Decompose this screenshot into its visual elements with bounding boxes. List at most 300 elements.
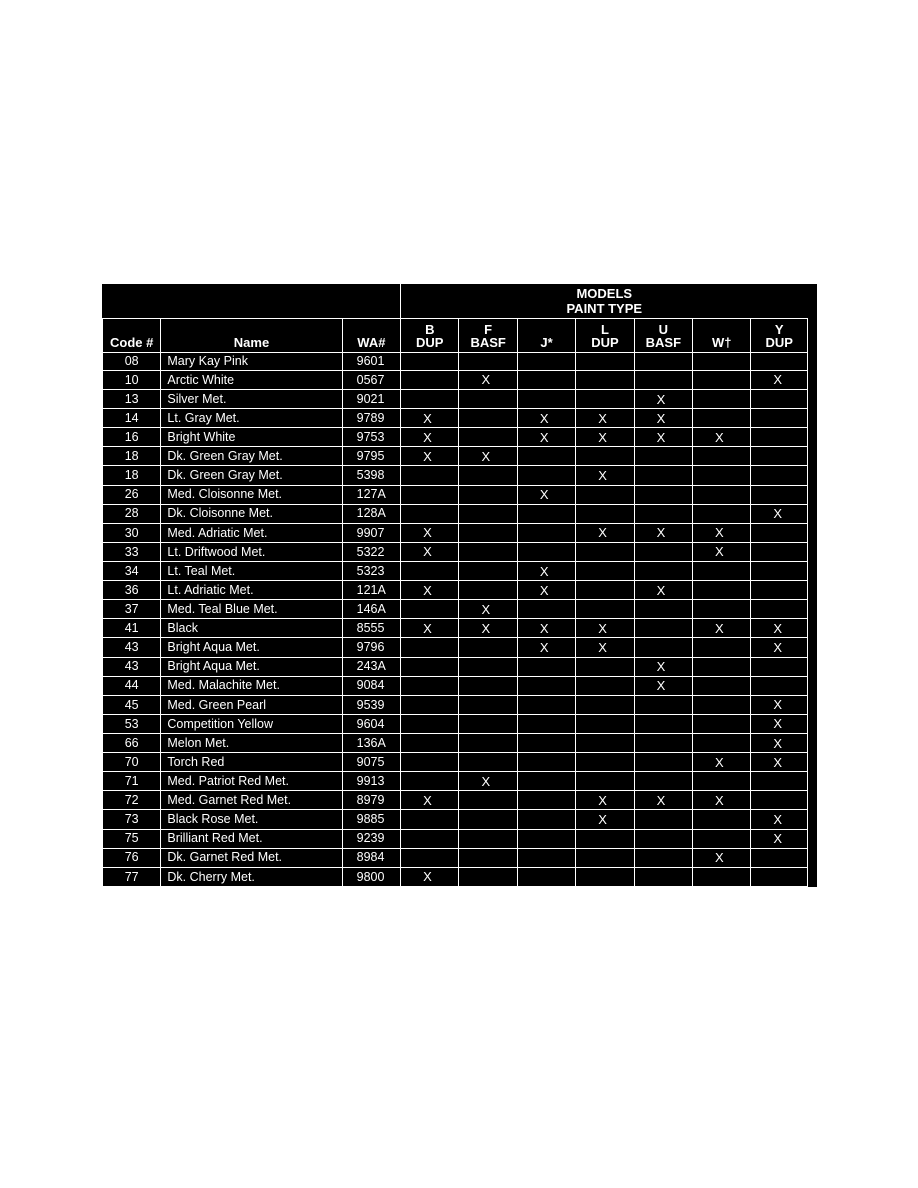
header-blank-cell	[103, 284, 401, 318]
model-mark-cell	[517, 714, 575, 733]
table-row	[103, 447, 808, 466]
model-mark-cell	[401, 753, 459, 772]
model-mark-cell: X	[634, 657, 692, 676]
model-mark-cell: X	[751, 638, 808, 657]
wa-cell: 5323	[342, 562, 400, 581]
model-mark-cell	[634, 753, 692, 772]
model-mark-cell	[459, 409, 517, 428]
code-cell: 73	[103, 810, 161, 829]
name-cell: Bright Aqua Met.	[161, 657, 342, 676]
name-cell: Dk. Cloisonne Met.	[161, 504, 342, 523]
model-mark-cell	[634, 734, 692, 753]
name-column-header: Name	[161, 318, 342, 352]
model-mark-cell: X	[459, 772, 517, 791]
model-mark-cell	[576, 370, 634, 389]
wa-cell: 146A	[342, 600, 400, 619]
model-mark-cell	[634, 638, 692, 657]
model-mark-cell	[459, 352, 517, 370]
model-mark-cell	[751, 390, 808, 409]
model-mark-cell: X	[576, 810, 634, 829]
name-cell: Med. Green Pearl	[161, 695, 342, 714]
model-mark-cell	[576, 600, 634, 619]
model-mark-cell	[517, 810, 575, 829]
model-mark-cell: X	[401, 428, 459, 447]
model-mark-cell	[751, 523, 808, 542]
model-mark-cell	[693, 504, 751, 523]
table-row	[103, 714, 808, 733]
model-mark-cell	[517, 848, 575, 867]
table-row	[103, 657, 808, 676]
model-mark-cell	[576, 753, 634, 772]
code-cell: 33	[103, 542, 161, 561]
model-mark-cell	[401, 504, 459, 523]
model-mark-cell	[576, 867, 634, 886]
model-mark-cell	[576, 676, 634, 695]
model-mark-cell	[517, 791, 575, 810]
model-mark-cell	[634, 466, 692, 485]
wa-cell: 136A	[342, 734, 400, 753]
model-column-header: L DUP	[576, 318, 634, 352]
code-column-header: Code #	[103, 318, 161, 352]
name-cell: Black Rose Met.	[161, 810, 342, 829]
wa-cell: 9601	[342, 352, 400, 370]
model-mark-cell	[634, 600, 692, 619]
model-mark-cell	[693, 657, 751, 676]
model-mark-cell	[459, 734, 517, 753]
model-mark-cell	[693, 772, 751, 791]
wa-cell: 9795	[342, 447, 400, 466]
model-mark-cell	[751, 485, 808, 504]
code-cell: 10	[103, 370, 161, 389]
table-row	[103, 581, 808, 600]
model-mark-cell: X	[751, 810, 808, 829]
model-mark-cell	[693, 600, 751, 619]
name-cell: Dk. Green Gray Met.	[161, 447, 342, 466]
model-column-header: W†	[693, 318, 751, 352]
model-mark-cell	[459, 676, 517, 695]
model-mark-cell	[751, 600, 808, 619]
paint-type-label: PAINT TYPE	[566, 300, 643, 316]
code-cell: 77	[103, 867, 161, 886]
model-mark-cell: X	[751, 734, 808, 753]
table-row	[103, 542, 808, 561]
name-cell: Med. Adriatic Met.	[161, 523, 342, 542]
model-mark-cell	[576, 695, 634, 714]
code-cell: 66	[103, 734, 161, 753]
model-column-header: B DUP	[401, 318, 459, 352]
name-cell: Lt. Driftwood Met.	[161, 542, 342, 561]
table-row	[103, 695, 808, 714]
table-row	[103, 619, 808, 638]
model-mark-cell: X	[459, 600, 517, 619]
model-mark-cell	[517, 370, 575, 389]
model-mark-cell	[693, 638, 751, 657]
model-mark-cell: X	[517, 485, 575, 504]
name-cell: Lt. Adriatic Met.	[161, 581, 342, 600]
model-mark-cell	[517, 772, 575, 791]
model-mark-cell: X	[517, 409, 575, 428]
model-mark-cell	[401, 352, 459, 370]
table-row	[103, 810, 808, 829]
code-cell: 08	[103, 352, 161, 370]
model-mark-cell	[634, 504, 692, 523]
model-mark-cell: X	[751, 753, 808, 772]
table-body	[103, 352, 808, 887]
model-mark-cell	[576, 581, 634, 600]
model-mark-cell: X	[576, 409, 634, 428]
model-mark-cell	[751, 447, 808, 466]
model-mark-cell	[576, 447, 634, 466]
wa-column-header: WA#	[342, 318, 400, 352]
model-mark-cell	[517, 695, 575, 714]
wa-cell: 8979	[342, 791, 400, 810]
name-cell: Bright Aqua Met.	[161, 638, 342, 657]
model-mark-cell	[459, 523, 517, 542]
model-mark-cell	[751, 352, 808, 370]
model-mark-cell	[459, 428, 517, 447]
model-mark-cell	[517, 600, 575, 619]
model-mark-cell	[459, 542, 517, 561]
model-mark-cell	[576, 772, 634, 791]
code-cell: 34	[103, 562, 161, 581]
model-mark-cell	[459, 504, 517, 523]
table-row	[103, 734, 808, 753]
model-mark-cell: X	[576, 638, 634, 657]
name-cell: Med. Teal Blue Met.	[161, 600, 342, 619]
model-mark-cell	[634, 714, 692, 733]
model-mark-cell	[459, 695, 517, 714]
model-mark-cell	[693, 581, 751, 600]
model-mark-cell	[517, 734, 575, 753]
model-mark-cell: X	[401, 542, 459, 561]
model-mark-cell: X	[576, 466, 634, 485]
wa-cell: 8555	[342, 619, 400, 638]
table-row	[103, 791, 808, 810]
wa-cell: 9796	[342, 638, 400, 657]
model-mark-cell	[751, 581, 808, 600]
model-mark-cell: X	[517, 581, 575, 600]
paint-code-table	[102, 284, 817, 887]
models-header-row	[103, 284, 808, 318]
model-mark-cell	[693, 734, 751, 753]
model-mark-cell: X	[693, 753, 751, 772]
table-row	[103, 370, 808, 389]
model-mark-cell	[401, 466, 459, 485]
model-mark-cell	[634, 370, 692, 389]
model-mark-cell	[517, 523, 575, 542]
model-mark-cell: X	[751, 829, 808, 848]
table-row	[103, 829, 808, 848]
model-mark-cell	[576, 714, 634, 733]
name-cell: Torch Red	[161, 753, 342, 772]
model-mark-cell: X	[517, 638, 575, 657]
table-row	[103, 428, 808, 447]
model-mark-cell	[401, 562, 459, 581]
code-cell: 14	[103, 409, 161, 428]
code-cell: 72	[103, 791, 161, 810]
model-mark-cell	[634, 542, 692, 561]
name-cell: Lt. Teal Met.	[161, 562, 342, 581]
model-mark-cell	[517, 867, 575, 886]
model-mark-cell	[751, 542, 808, 561]
model-mark-cell	[693, 562, 751, 581]
table-row	[103, 390, 808, 409]
model-mark-cell	[576, 485, 634, 504]
model-mark-cell	[517, 447, 575, 466]
code-cell: 71	[103, 772, 161, 791]
code-cell: 16	[103, 428, 161, 447]
code-cell: 41	[103, 619, 161, 638]
model-mark-cell: X	[634, 428, 692, 447]
name-cell: Brilliant Red Met.	[161, 829, 342, 848]
code-cell: 26	[103, 485, 161, 504]
model-mark-cell	[634, 447, 692, 466]
name-cell: Dk. Green Gray Met.	[161, 466, 342, 485]
model-mark-cell	[459, 390, 517, 409]
model-mark-cell: X	[459, 370, 517, 389]
table-row	[103, 504, 808, 523]
code-cell: 18	[103, 466, 161, 485]
model-mark-cell	[693, 466, 751, 485]
name-cell: Competition Yellow	[161, 714, 342, 733]
model-mark-cell	[401, 772, 459, 791]
model-mark-cell: X	[634, 791, 692, 810]
model-mark-cell: X	[401, 523, 459, 542]
model-mark-cell	[401, 657, 459, 676]
model-mark-cell	[751, 848, 808, 867]
model-mark-cell: X	[401, 409, 459, 428]
model-mark-cell	[693, 409, 751, 428]
model-mark-cell: X	[517, 428, 575, 447]
table-row	[103, 409, 808, 428]
model-mark-cell: X	[576, 428, 634, 447]
model-mark-cell	[693, 695, 751, 714]
model-mark-cell	[401, 638, 459, 657]
wa-cell: 9907	[342, 523, 400, 542]
model-mark-cell	[576, 542, 634, 561]
model-mark-cell	[634, 810, 692, 829]
model-mark-cell: X	[634, 523, 692, 542]
wa-cell: 0567	[342, 370, 400, 389]
model-mark-cell	[576, 657, 634, 676]
wa-cell: 9239	[342, 829, 400, 848]
code-cell: 28	[103, 504, 161, 523]
model-mark-cell	[576, 352, 634, 370]
model-mark-cell	[459, 714, 517, 733]
model-mark-cell	[517, 542, 575, 561]
model-mark-cell	[751, 867, 808, 886]
table-row	[103, 848, 808, 867]
model-mark-cell	[751, 466, 808, 485]
model-mark-cell	[401, 829, 459, 848]
model-mark-cell	[576, 829, 634, 848]
model-mark-cell	[401, 810, 459, 829]
table-row	[103, 562, 808, 581]
model-mark-cell	[751, 409, 808, 428]
model-column-header: F BASF	[459, 318, 517, 352]
model-mark-cell	[693, 676, 751, 695]
model-mark-cell	[693, 867, 751, 886]
model-mark-cell	[459, 657, 517, 676]
name-cell: Lt. Gray Met.	[161, 409, 342, 428]
wa-cell: 9604	[342, 714, 400, 733]
model-mark-cell: X	[576, 791, 634, 810]
table-row	[103, 466, 808, 485]
model-mark-cell	[693, 370, 751, 389]
model-column-header: J*	[517, 318, 575, 352]
model-mark-cell	[693, 810, 751, 829]
wa-cell: 9913	[342, 772, 400, 791]
model-mark-cell	[634, 848, 692, 867]
code-cell: 43	[103, 638, 161, 657]
model-mark-cell	[576, 734, 634, 753]
model-mark-cell	[634, 562, 692, 581]
code-cell: 13	[103, 390, 161, 409]
model-mark-cell: X	[634, 581, 692, 600]
models-label: MODELS	[576, 285, 633, 301]
model-mark-cell	[576, 848, 634, 867]
code-cell: 70	[103, 753, 161, 772]
model-mark-cell	[459, 562, 517, 581]
model-mark-cell: X	[634, 676, 692, 695]
code-cell: 53	[103, 714, 161, 733]
model-mark-cell	[693, 485, 751, 504]
code-cell: 36	[103, 581, 161, 600]
model-mark-cell	[693, 447, 751, 466]
model-mark-cell	[459, 581, 517, 600]
model-mark-cell	[634, 772, 692, 791]
code-cell: 45	[103, 695, 161, 714]
code-cell: 76	[103, 848, 161, 867]
model-mark-cell: X	[751, 714, 808, 733]
wa-cell: 121A	[342, 581, 400, 600]
model-mark-cell: X	[751, 370, 808, 389]
table-row	[103, 867, 808, 886]
name-cell: Med. Cloisonne Met.	[161, 485, 342, 504]
table-row	[103, 523, 808, 542]
code-cell: 37	[103, 600, 161, 619]
model-mark-cell: X	[401, 791, 459, 810]
wa-cell: 243A	[342, 657, 400, 676]
model-mark-cell	[634, 695, 692, 714]
wa-cell: 9075	[342, 753, 400, 772]
model-mark-cell: X	[401, 447, 459, 466]
wa-cell: 9021	[342, 390, 400, 409]
model-mark-cell: X	[751, 695, 808, 714]
model-mark-cell: X	[693, 428, 751, 447]
wa-cell: 5398	[342, 466, 400, 485]
table-row	[103, 485, 808, 504]
name-cell: Black	[161, 619, 342, 638]
model-mark-cell	[751, 562, 808, 581]
table-row	[103, 676, 808, 695]
model-mark-cell	[459, 810, 517, 829]
model-mark-cell	[576, 504, 634, 523]
model-mark-cell	[517, 753, 575, 772]
model-mark-cell	[401, 734, 459, 753]
model-mark-cell: X	[401, 619, 459, 638]
model-mark-cell	[751, 772, 808, 791]
wa-cell: 9084	[342, 676, 400, 695]
model-mark-cell	[634, 352, 692, 370]
model-mark-cell	[576, 562, 634, 581]
model-mark-cell: X	[634, 390, 692, 409]
wa-cell: 9789	[342, 409, 400, 428]
model-mark-cell	[459, 638, 517, 657]
model-mark-cell	[751, 791, 808, 810]
code-cell: 75	[103, 829, 161, 848]
model-mark-cell: X	[576, 523, 634, 542]
model-mark-cell	[459, 848, 517, 867]
model-mark-cell: X	[401, 581, 459, 600]
model-mark-cell	[401, 695, 459, 714]
table-row	[103, 753, 808, 772]
model-mark-cell	[634, 485, 692, 504]
model-mark-cell	[459, 867, 517, 886]
model-mark-cell	[401, 600, 459, 619]
model-mark-cell	[459, 753, 517, 772]
model-column-header: U BASF	[634, 318, 692, 352]
model-mark-cell	[751, 676, 808, 695]
model-mark-cell	[401, 848, 459, 867]
wa-cell: 9539	[342, 695, 400, 714]
name-cell: Dk. Garnet Red Met.	[161, 848, 342, 867]
model-mark-cell	[634, 867, 692, 886]
code-cell: 30	[103, 523, 161, 542]
name-cell: Silver Met.	[161, 390, 342, 409]
wa-cell: 128A	[342, 504, 400, 523]
model-mark-cell: X	[634, 409, 692, 428]
table-row	[103, 638, 808, 657]
model-mark-cell: X	[459, 447, 517, 466]
wa-cell: 8984	[342, 848, 400, 867]
model-mark-cell	[517, 390, 575, 409]
code-cell: 44	[103, 676, 161, 695]
name-cell: Melon Met.	[161, 734, 342, 753]
model-mark-cell: X	[693, 848, 751, 867]
code-cell: 43	[103, 657, 161, 676]
model-mark-cell: X	[693, 542, 751, 561]
name-cell: Bright White	[161, 428, 342, 447]
model-mark-cell	[517, 657, 575, 676]
paint-table	[102, 284, 808, 887]
name-cell: Mary Kay Pink	[161, 352, 342, 370]
model-mark-cell	[517, 829, 575, 848]
name-cell: Arctic White	[161, 370, 342, 389]
model-mark-cell: X	[693, 619, 751, 638]
model-mark-cell	[634, 619, 692, 638]
model-mark-cell	[517, 352, 575, 370]
wa-cell: 127A	[342, 485, 400, 504]
model-mark-cell: X	[517, 619, 575, 638]
model-mark-cell	[693, 714, 751, 733]
model-mark-cell	[517, 676, 575, 695]
table-row	[103, 352, 808, 370]
model-mark-cell	[751, 428, 808, 447]
model-mark-cell	[576, 390, 634, 409]
model-mark-cell	[517, 504, 575, 523]
model-mark-cell: X	[751, 504, 808, 523]
model-mark-cell	[693, 390, 751, 409]
model-mark-cell	[634, 829, 692, 848]
name-cell: Med. Malachite Met.	[161, 676, 342, 695]
model-mark-cell: X	[576, 619, 634, 638]
wa-cell: 9885	[342, 810, 400, 829]
model-mark-cell: X	[459, 619, 517, 638]
model-mark-cell	[693, 352, 751, 370]
table-row	[103, 772, 808, 791]
model-mark-cell	[517, 466, 575, 485]
